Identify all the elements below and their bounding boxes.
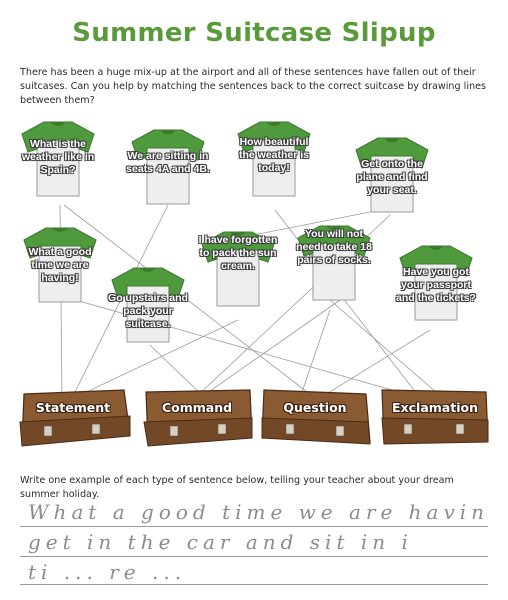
shirt-sentence: I have forgotten to pack the sun cream. [198, 234, 278, 272]
handwritten-answer[interactable]: ti ... re ... [28, 560, 187, 584]
suitcase-label: Exclamation [392, 400, 478, 415]
shirt-sentence: What a good time we are having! [28, 246, 92, 284]
suitcase-command[interactable] [138, 386, 256, 452]
writing-instruction: Write one example of each type of sentence below, telling your teacher about your dream summer holiday. [20, 475, 454, 500]
shirt-sentence: What is the weather like in Spain? [21, 138, 95, 176]
writing-line [20, 556, 488, 557]
suitcase-statement[interactable] [14, 386, 132, 452]
shirt-what-is-the-weather[interactable] [16, 118, 100, 198]
shirt-sentence: How beautiful the weather is today! [238, 136, 310, 174]
shirt-have-you-got[interactable] [394, 242, 478, 322]
suitcase-icon [14, 386, 132, 452]
shirt-how-beautiful[interactable] [232, 118, 316, 198]
suitcase-exclamation[interactable] [376, 386, 494, 452]
shirt-sentence: You will not need to take 18 pairs of socks. [296, 228, 372, 266]
shirt-sentence: Have you got your passport and the tickets? [396, 266, 476, 304]
intro-text: There has been a huge mix-up at the airport and all of these sentences have fallen out of their suitcases. Can you help by matching the sentences back to the correct suitcase by drawing lines between them? [20, 67, 486, 106]
shirt-sentence: We are sitting in seats 4A and 4B. [126, 150, 210, 175]
handwritten-answer[interactable]: get in the car and sit in i [28, 530, 413, 554]
shirt-you-will-not-need[interactable] [292, 222, 376, 302]
page-title: Summer Suitcase Slipup [72, 18, 436, 48]
suitcase-icon [256, 386, 374, 452]
suitcase-icon [376, 386, 494, 452]
writing-line [20, 526, 488, 527]
suitcase-label: Question [283, 400, 347, 415]
shirt-i-have-forgotten[interactable] [196, 228, 280, 308]
suitcase-label: Command [161, 400, 233, 415]
suitcase-icon [138, 386, 256, 452]
shirt-we-are-sitting[interactable] [126, 126, 210, 206]
shirt-sentence: Get onto the plane and find your seat. [356, 158, 428, 196]
shirt-go-upstairs[interactable] [106, 264, 190, 344]
suitcase-question[interactable] [256, 386, 374, 452]
suitcase-label: Statement [35, 400, 111, 415]
handwritten-answer[interactable]: What a good time we are havin [28, 500, 490, 524]
shirt-get-onto-the-plane[interactable] [350, 134, 434, 214]
shirt-sentence: Go upstairs and pack your suitcase. [108, 292, 188, 330]
writing-line [20, 584, 488, 585]
shirt-what-a-good-time[interactable] [18, 224, 102, 304]
